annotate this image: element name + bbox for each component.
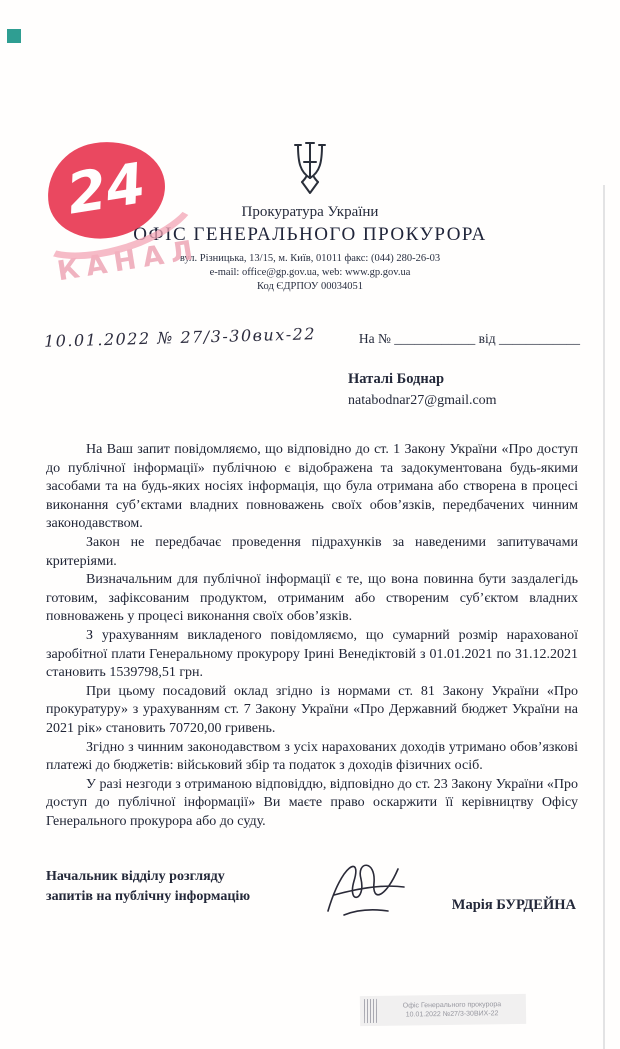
stamp-ref-line: 10.01.2022 №27/3-30ВИХ-22 <box>405 1010 499 1019</box>
channel-24-logo-blob <box>40 133 172 246</box>
channel-24-logo-number: 24 <box>62 151 150 228</box>
org-name-small: Прокуратура України <box>241 204 379 220</box>
ukraine-trident-emblem <box>289 140 331 196</box>
signature-block <box>46 867 578 953</box>
paragraph: У разі незгоди з отриманою відповіддю, відповідно до ст. 23 Закону України «Про доступ до публічної інформації» Ви маєте право оскаржити її керівництву Офісу Генерального прокурора або до суду. <box>46 776 578 829</box>
paragraph: На Ваш запит повідомляємо, що відповідно до ст. 1 Закону України «Про доступ до публічної інформації» публічною є відображена та задокументована будь-якими засобами та на будь-яких носіях інформація, що була отримана або створена в процесі виконання суб’єктами владних повноважень своїх обов’язків, передбачених чинним законодавством. <box>46 442 578 532</box>
org-name-large: ОФІС ГЕНЕРАЛЬНОГО ПРОКУРОРА <box>133 224 487 245</box>
org-email-web: e-mail: office@gp.gov.ua, web: www.gp.gov.ua <box>209 267 411 278</box>
signer-name: Марія БУРДЕЙНА <box>451 897 576 914</box>
handwritten-signature <box>304 851 424 929</box>
paragraph: З урахуванням викладеного повідомляємо, що сумарний розмір нарахованої заробітної плати Генеральному прокурору Ірині Венедіктовій з 01.01.2021 по 31.12.2021 становить 1539798,51 грн. <box>46 627 578 681</box>
org-address: вул. Різницька, 13/15, м. Київ, 01011 факс: (044) 280-26-03 <box>179 253 441 264</box>
paragraph: При цьому посадовий оклад згідно із нормами ст. 81 Закону України «Про прокуратуру» з урахуванням ст. 7 Закону України «Про Державний бюджет України на 2021 рік» становить 70720,00 гривень. <box>46 683 578 736</box>
registration-stamp <box>360 994 526 1026</box>
channel-24-logo-text: КАНАЛ <box>55 234 203 288</box>
barcode-icon <box>364 999 377 1023</box>
paragraph: Згідно з чинним законодавством з усіх нарахованих доходів утримано обов’язкові платежі до бюджетів: військовий збір та податок з доходів фізичних осіб. <box>46 739 578 774</box>
channel-24-logo <box>40 122 249 287</box>
letter-body <box>46 441 578 831</box>
handwritten-ref-number: 10.01.2022 № 27/3-30вих-22 <box>43 324 317 351</box>
signer-position-line2: запитів на публічну інформацію <box>46 889 251 905</box>
recipient-name: Наталі Боднар <box>348 371 445 387</box>
recipient-email: natabodnar27@gmail.com <box>348 393 497 408</box>
signer-position-line1: Начальник відділу розгляду <box>46 869 225 885</box>
stamp-text <box>382 1000 522 1020</box>
paragraph: Закон не передбачає проведення підрахунків за наведеними запитувачами критеріями. <box>46 534 578 569</box>
recipient-block <box>348 371 620 409</box>
stamp-org-line: Офіс Генерального прокурора <box>402 1001 502 1010</box>
reference-row <box>43 324 580 351</box>
page-edge-shadow <box>603 185 605 1049</box>
org-edrpou: Код ЄДРПОУ 00034051 <box>257 281 363 292</box>
paragraph: Визначальним для публічної інформації є те, що вона повинна бути заздалегідь готовим, зафіксованим продуктом, отриманим або створеним суб’єктом владних повноважень у процесі виконання своїх обов’язків. <box>46 572 578 625</box>
reply-to-blank-line: На № ____________ від ____________ <box>358 331 580 346</box>
